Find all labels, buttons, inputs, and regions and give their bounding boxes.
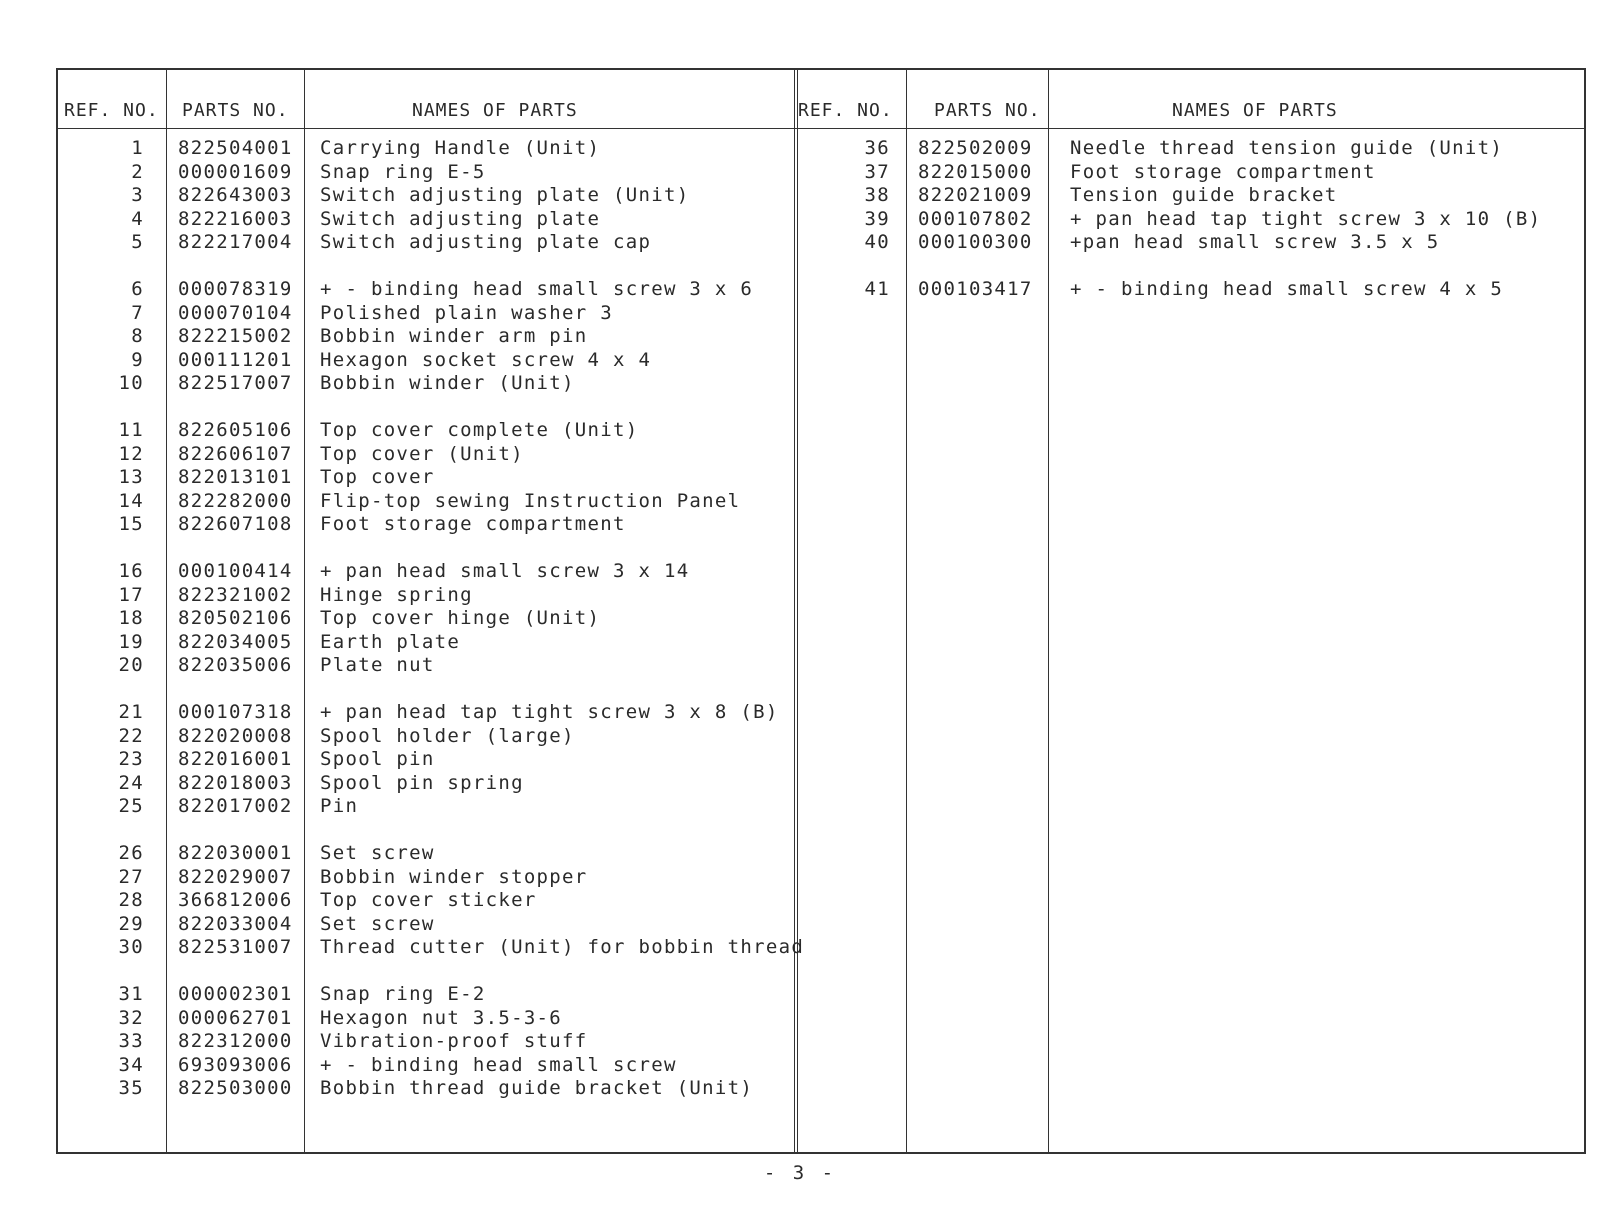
parts-no-cell: 000111201 (178, 348, 293, 371)
parts-no-cell: 822018003 (178, 771, 293, 794)
part-name-cell: + pan head tap tight screw 3 x 8 (B) (320, 701, 779, 723)
ref-no-cell: 33 (118, 1030, 144, 1052)
ref-no-cell: 15 (118, 513, 144, 535)
part-name-cell: Top cover hinge (Unit) (320, 607, 601, 629)
part-name-cell: Hinge spring (320, 583, 473, 606)
part-name-cell: Switch adjusting plate cap (320, 231, 652, 253)
header-ref-no-left: REF. NO. (64, 100, 159, 121)
part-name-cell: Bobbin winder (Unit) (320, 372, 575, 394)
ref-no-cell: 2 (131, 160, 144, 183)
part-name-cell: Flip-top sewing Instruction Panel (320, 489, 741, 512)
header-parts-no-left: PARTS NO. (182, 100, 289, 121)
parts-table (56, 68, 1586, 1154)
parts-no-cell: 822643003 (178, 184, 293, 206)
ref-no-cell: 38 (864, 184, 890, 206)
ref-no-cell: 41 (864, 278, 890, 300)
ref-no-cell: 28 (118, 889, 144, 911)
ref-no-cell: 37 (864, 160, 890, 183)
part-name-cell: Carrying Handle (Unit) (320, 137, 601, 159)
part-name-cell: Polished plain washer 3 (320, 301, 613, 324)
ref-no-cell: 3 (131, 184, 144, 206)
ref-no-cell: 1 (131, 137, 144, 159)
ref-no-cell: 6 (131, 278, 144, 300)
parts-no-cell: 366812006 (178, 889, 293, 911)
part-name-cell: Spool pin (320, 748, 435, 770)
parts-no-cell: 822605106 (178, 419, 293, 441)
parts-no-cell: 000100414 (178, 560, 293, 582)
header-names-right: NAMES OF PARTS (1172, 100, 1338, 121)
ref-no-cell: 31 (118, 983, 144, 1005)
header-parts-no-right: PARTS NO. (934, 100, 1041, 121)
ref-no-cell: 29 (118, 912, 144, 935)
parts-no-cell: 000002301 (178, 983, 293, 1005)
ref-no-cell: 9 (131, 348, 144, 371)
ref-no-cell: 21 (118, 701, 144, 723)
part-name-cell: Foot storage compartment (320, 513, 626, 535)
parts-no-cell: 000107318 (178, 701, 293, 723)
parts-no-cell: 822030001 (178, 842, 293, 864)
ref-no-cell: 25 (118, 795, 144, 817)
part-name-cell: Earth plate (320, 630, 461, 653)
parts-no-cell: 822312000 (178, 1030, 293, 1052)
ref-no-cell: 5 (131, 231, 144, 253)
ref-no-cell: 30 (118, 936, 144, 958)
parts-no-cell: 820502106 (178, 607, 293, 629)
column-divider (166, 70, 167, 1152)
ref-no-cell: 16 (118, 560, 144, 582)
part-name-cell: Bobbin thread guide bracket (Unit) (320, 1077, 754, 1099)
parts-no-cell: 822504001 (178, 137, 293, 159)
ref-no-cell: 12 (118, 442, 144, 465)
ref-no-cell: 17 (118, 583, 144, 606)
part-name-cell: Switch adjusting plate (320, 207, 601, 230)
center-divider (794, 70, 798, 1152)
parts-no-cell: 822033004 (178, 912, 293, 935)
parts-no-cell: 822017002 (178, 795, 293, 817)
part-name-cell: Thread cutter (Unit) for bobbin thread (320, 936, 805, 958)
ref-no-cell: 26 (118, 842, 144, 864)
ref-no-cell: 23 (118, 748, 144, 770)
part-name-cell: +pan head small screw 3.5 x 5 (1070, 231, 1440, 253)
ref-no-cell: 19 (118, 630, 144, 653)
ref-no-cell: 4 (131, 207, 144, 230)
parts-no-cell: 822015000 (918, 160, 1033, 183)
part-name-cell: Vibration-proof stuff (320, 1030, 588, 1052)
ref-no-cell: 8 (131, 325, 144, 347)
ref-no-cell: 18 (118, 607, 144, 629)
parts-no-cell: 822321002 (178, 583, 293, 606)
part-name-cell: Hexagon socket screw 4 x 4 (320, 348, 652, 371)
parts-no-cell: 822020008 (178, 724, 293, 747)
part-name-cell: Spool pin spring (320, 771, 524, 794)
parts-no-cell: 000070104 (178, 301, 293, 324)
part-name-cell: Snap ring E-2 (320, 983, 486, 1005)
parts-no-cell: 822502009 (918, 137, 1033, 159)
part-name-cell: Foot storage compartment (1070, 160, 1376, 183)
ref-no-cell: 22 (118, 724, 144, 747)
ref-no-cell: 10 (118, 372, 144, 394)
parts-no-cell: 822215002 (178, 325, 293, 347)
part-name-cell: Plate nut (320, 654, 435, 676)
ref-no-cell: 14 (118, 489, 144, 512)
header-rule (58, 128, 1584, 129)
parts-no-cell: 822216003 (178, 207, 293, 230)
part-name-cell: Tension guide bracket (1070, 184, 1338, 206)
header-ref-no-right: REF. NO. (798, 100, 893, 121)
page-number: - 3 - (763, 1162, 837, 1184)
part-name-cell: Needle thread tension guide (Unit) (1070, 137, 1504, 159)
parts-no-cell: 822029007 (178, 865, 293, 888)
parts-no-cell: 822282000 (178, 489, 293, 512)
part-name-cell: Bobbin winder arm pin (320, 325, 588, 347)
ref-no-cell: 34 (118, 1053, 144, 1076)
parts-no-cell: 000062701 (178, 1006, 293, 1029)
ref-no-cell: 13 (118, 466, 144, 488)
column-divider (906, 70, 907, 1152)
part-name-cell: Top cover complete (Unit) (320, 419, 639, 441)
part-name-cell: Hexagon nut 3.5-3-6 (320, 1006, 563, 1029)
parts-no-cell: 000078319 (178, 278, 293, 300)
ref-no-cell: 40 (864, 231, 890, 253)
parts-no-cell: 822517007 (178, 372, 293, 394)
parts-no-cell: 822035006 (178, 654, 293, 676)
parts-no-cell: 822531007 (178, 936, 293, 958)
parts-no-cell: 693093006 (178, 1053, 293, 1076)
part-name-cell: Pin (320, 795, 359, 817)
ref-no-cell: 20 (118, 654, 144, 676)
parts-no-cell: 822606107 (178, 442, 293, 465)
part-name-cell: Top cover (320, 466, 435, 488)
ref-no-cell: 24 (118, 771, 144, 794)
part-name-cell: + - binding head small screw 3 x 6 (320, 278, 754, 300)
parts-no-cell: 000001609 (178, 160, 293, 183)
parts-no-cell: 822607108 (178, 513, 293, 535)
part-name-cell: Set screw (320, 842, 435, 864)
parts-no-cell: 000100300 (918, 231, 1033, 253)
part-name-cell: + - binding head small screw 4 x 5 (1070, 278, 1504, 300)
parts-no-cell: 822021009 (918, 184, 1033, 206)
header-names-left: NAMES OF PARTS (412, 100, 578, 121)
part-name-cell: Switch adjusting plate (Unit) (320, 184, 690, 206)
ref-no-cell: 32 (118, 1006, 144, 1029)
part-name-cell: Snap ring E-5 (320, 160, 486, 183)
part-name-cell: + pan head small screw 3 x 14 (320, 560, 690, 582)
part-name-cell: Spool holder (large) (320, 724, 575, 747)
parts-no-cell: 000103417 (918, 278, 1033, 300)
parts-no-cell: 822503000 (178, 1077, 293, 1099)
part-name-cell: + pan head tap tight screw 3 x 10 (B) (1070, 207, 1542, 230)
part-name-cell: Top cover (Unit) (320, 442, 524, 465)
ref-no-cell: 27 (118, 865, 144, 888)
parts-no-cell: 000107802 (918, 207, 1033, 230)
parts-no-cell: 822034005 (178, 630, 293, 653)
ref-no-cell: 11 (118, 419, 144, 441)
ref-no-cell: 7 (131, 301, 144, 324)
ref-no-cell: 36 (864, 137, 890, 159)
part-name-cell: Bobbin winder stopper (320, 865, 588, 888)
parts-no-cell: 822013101 (178, 466, 293, 488)
column-divider (1048, 70, 1049, 1152)
ref-no-cell: 35 (118, 1077, 144, 1099)
part-name-cell: Set screw (320, 912, 435, 935)
parts-no-cell: 822217004 (178, 231, 293, 253)
part-name-cell: + - binding head small screw (320, 1053, 677, 1076)
parts-no-cell: 822016001 (178, 748, 293, 770)
column-divider (304, 70, 305, 1152)
ref-no-cell: 39 (864, 207, 890, 230)
part-name-cell: Top cover sticker (320, 889, 537, 911)
